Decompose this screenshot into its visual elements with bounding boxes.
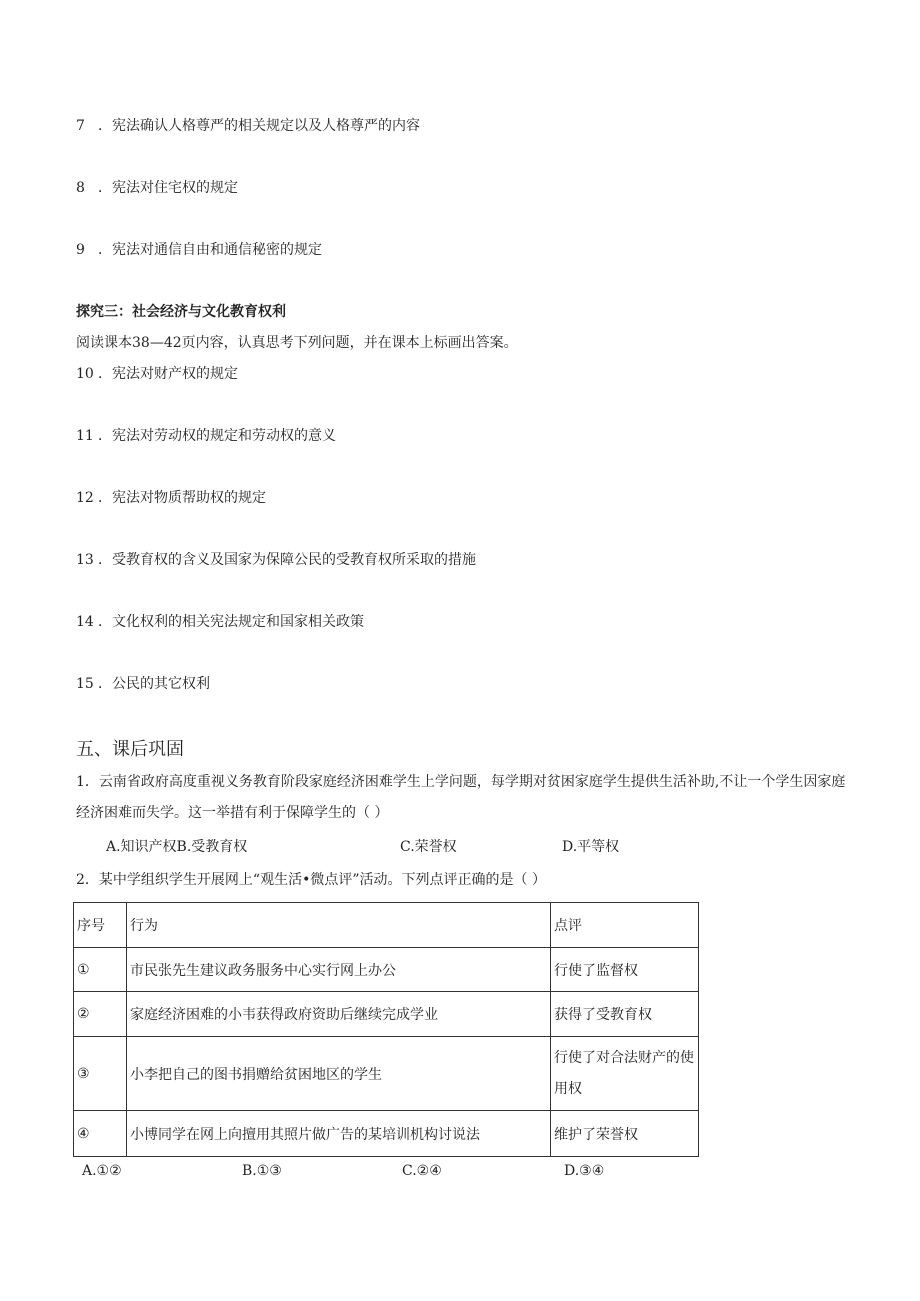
answer-c: C.②④ — [402, 1163, 442, 1179]
question-item-11 — [76, 426, 336, 446]
item-number: 11 — [76, 428, 94, 444]
item-number: 15 — [76, 676, 94, 692]
question-item-9 — [76, 240, 322, 260]
item-number: 12 — [76, 490, 94, 506]
item-text: ．宪法对通信自由和通信秘密的规定 — [98, 242, 322, 258]
table-cell: ① — [74, 948, 127, 992]
answer-b: B.①③ — [242, 1163, 282, 1179]
table-cell: 市民张先生建议政务服务中心实行网上办公 — [127, 948, 551, 992]
question-item-15 — [76, 674, 210, 694]
section-3-intro: 阅读课本38—42页内容，认真思考下列问题，并在课本上标画出答案。 — [76, 335, 518, 351]
header-cell: 序号 — [74, 903, 127, 948]
question-2 — [76, 870, 546, 890]
question-item-14 — [76, 612, 364, 632]
table-cell: 小博同学在网上向擅用其照片做广告的某培训机构讨说法 — [127, 1111, 551, 1157]
question-1 — [76, 767, 846, 829]
question-number: 1 — [76, 774, 85, 790]
item-number: 13 — [76, 552, 94, 568]
item-text: ．宪法对住宅权的规定 — [98, 180, 238, 196]
question-text: ．某中学组织学生开展网上“观生活•微点评”活动。下列点评正确的是（ ） — [84, 872, 546, 888]
item-number: 7 — [76, 118, 85, 134]
item-text: ．宪法确认人格尊严的相关规定以及人格尊严的内容 — [98, 118, 420, 134]
answer-d: D.③④ — [564, 1163, 605, 1179]
table-row — [74, 1037, 699, 1111]
header-cell: 行为 — [127, 903, 551, 948]
section-5-title: 五、课后巩固 — [76, 739, 184, 760]
item-text: ．公民的其它权利 — [98, 676, 210, 692]
table-header-row — [74, 903, 699, 948]
option-d: D.平等权 — [562, 839, 620, 855]
table-cell: ② — [74, 992, 127, 1037]
question-item-12 — [76, 488, 266, 508]
header-cell: 点评 — [551, 903, 699, 948]
table-cell: 行使了对合法财产的使用权 — [551, 1037, 699, 1111]
item-text: ．宪法对财产权的规定 — [98, 366, 238, 382]
item-text: ．文化权利的相关宪法规定和国家相关政策 — [98, 614, 364, 630]
item-text: ．宪法对劳动权的规定和劳动权的意义 — [98, 428, 336, 444]
item-number: 8 — [76, 180, 85, 196]
section-3-heading: 探究三：社会经济与文化教育权利 — [76, 304, 286, 320]
item-text: ．受教育权的含义及国家为保障公民的受教育权所采取的措施 — [98, 552, 476, 568]
option-c: C.荣誉权 — [400, 839, 457, 855]
table-cell: ④ — [74, 1111, 127, 1157]
table-cell: 行使了监督权 — [551, 948, 699, 992]
question-text: ．云南省政府高度重视义务教育阶段家庭经济困难学生上学问题，每学期对贫困家庭学生提供生活补助,不让一个学生因家庭经济困难而失学。这一举措有利于保障学生的（ ） — [76, 774, 846, 821]
question-item-13 — [76, 550, 476, 570]
table-row — [74, 948, 699, 992]
option-a-b: A.知识产权B.受教育权 — [106, 839, 248, 855]
table-cell: 家庭经济困难的小韦获得政府资助后继续完成学业 — [127, 992, 551, 1037]
table-row — [74, 1111, 699, 1157]
question-item-10 — [76, 364, 238, 384]
answer-a: A.①② — [82, 1163, 122, 1179]
item-number: 14 — [76, 614, 94, 630]
question-2-table — [73, 902, 699, 1157]
item-number: 9 — [76, 242, 85, 258]
table-cell: 维护了荣誉权 — [551, 1111, 699, 1157]
question-number: 2 — [76, 872, 85, 888]
table-cell: 获得了受教育权 — [551, 992, 699, 1037]
table-row — [74, 992, 699, 1037]
item-number: 10 — [76, 366, 94, 382]
question-item-8 — [76, 178, 238, 198]
item-text: ．宪法对物质帮助权的规定 — [98, 490, 266, 506]
question-item-7 — [76, 116, 420, 136]
table-cell: 小李把自己的图书捐赠给贫困地区的学生 — [127, 1037, 551, 1111]
table-cell: ③ — [74, 1037, 127, 1111]
